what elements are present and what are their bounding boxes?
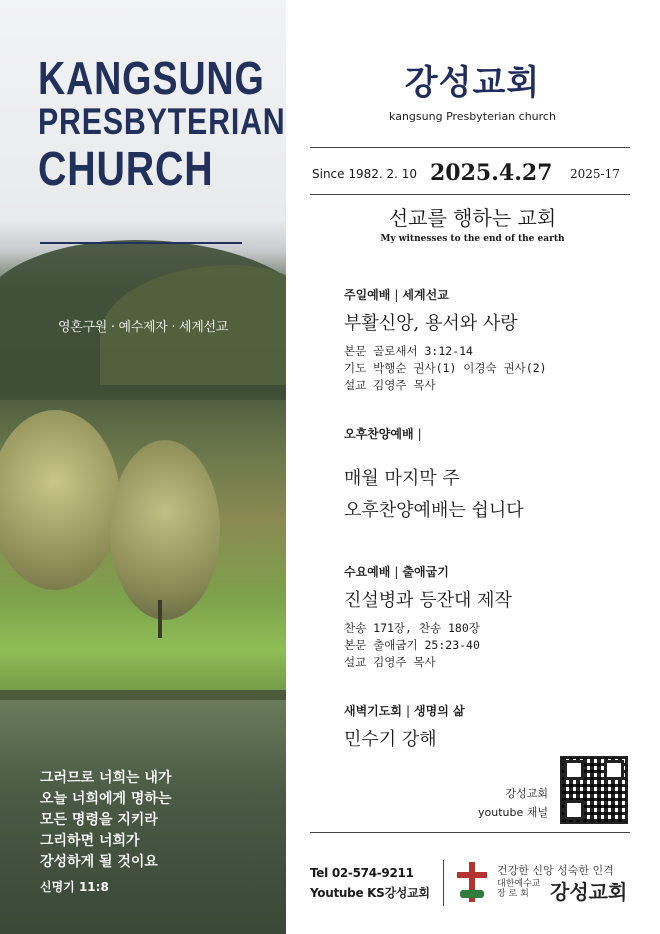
denomination: 대한예수교 [497, 879, 541, 889]
sermon-title: 부활신앙, 용서와 사랑 [344, 313, 518, 334]
divider [310, 832, 630, 833]
wednesday-service-section [344, 563, 644, 671]
detail-line: 설교 김영주 목사 [344, 655, 436, 669]
title-divider [40, 242, 242, 244]
qr-finder [604, 760, 624, 780]
verse-line: 그리하면 너희가 [40, 833, 140, 849]
since-date: Since 1982. 2. 10 [312, 167, 418, 181]
detail-line: 본문 출애굽기 25:23-40 [344, 638, 480, 652]
church-title: 강성교회 [404, 63, 541, 103]
separator: | [394, 565, 399, 579]
cover-photo-panel [0, 0, 286, 934]
separator: | [394, 288, 399, 302]
verse-line: 그러므로 너희는 내가 [40, 770, 172, 786]
title-line: KANGSUNG [38, 52, 265, 104]
section-name: 오후찬양예배 [344, 427, 414, 441]
section-tag: 생명의 삶 [414, 704, 465, 718]
title-line: CHURCH [38, 143, 214, 196]
issue-number: 2025-17 [570, 167, 620, 181]
sermon-title: 진설병과 등잔대 제작 [344, 590, 512, 611]
denomination: 장 로 회 [497, 889, 529, 899]
church-name-logo: 강성교회 [550, 880, 628, 904]
separator: | [417, 427, 422, 441]
church-english-title [38, 52, 286, 196]
sunday-service-section [344, 286, 644, 394]
detail-line: 본문 골로새서 3:12-14 [344, 344, 473, 358]
notice-line: 오후찬양예배는 쉽니다 [344, 500, 524, 521]
section-heading [344, 563, 644, 580]
footer-divider [443, 860, 444, 906]
tree-shape [110, 440, 220, 620]
youtube-qr-code[interactable] [560, 756, 628, 824]
section-heading [344, 425, 644, 442]
section-tag: 세계선교 [402, 288, 449, 302]
detail-line: 찬송 171장, 찬송 180장 [344, 621, 480, 635]
verse-line: 모든 명령을 지키라 [40, 812, 158, 828]
afternoon-service-section [344, 425, 644, 522]
detail-line: 설교 김영주 목사 [344, 378, 436, 392]
section-name: 주일예배 [344, 288, 391, 302]
title-line: PRESBYTERIAN [38, 101, 286, 142]
separator: | [405, 704, 411, 718]
bible-verse [40, 768, 171, 873]
divider [310, 147, 630, 148]
tree-trunk [158, 600, 162, 638]
tree-shape [0, 410, 120, 590]
church-subtitle: kangsung Presbyterian church [389, 110, 556, 123]
qr-finder [564, 800, 584, 820]
section-name: 새벽기도회 [344, 704, 402, 718]
dawn-prayer-section [344, 702, 644, 751]
notice-line: 매월 마지막 주 [344, 468, 460, 489]
divider [310, 194, 630, 195]
section-name: 수요예배 [344, 565, 391, 579]
section-heading [344, 286, 644, 303]
qr-label: youtube 채널 [478, 806, 548, 819]
qr-label: 강성교회 [505, 787, 548, 800]
sermon-title: 민수기 강해 [344, 729, 437, 750]
theme-english: My witnesses to the end of the earth [380, 234, 565, 244]
youtube-channel: Youtube KS강성교회 [310, 886, 430, 900]
section-tag: 출애굽기 [402, 565, 449, 579]
church-cross-logo-icon [457, 862, 487, 902]
theme-title: 선교를 행하는 교회 [388, 206, 557, 230]
church-slogan: 건강한 신앙 성숙한 인격 [497, 864, 614, 877]
detail-line: 기도 박행순 권사(1) 이경숙 권사(2) [344, 361, 547, 375]
verse-reference: 신명기 11:8 [40, 880, 109, 894]
bulletin-date: 2025.4.27 [430, 160, 553, 186]
verse-line: 강성하게 될 것이요 [40, 854, 158, 870]
qr-finder [564, 760, 584, 780]
phone-number: Tel 02-574-9211 [310, 866, 414, 880]
section-heading [344, 702, 644, 719]
church-motto: 영혼구원 · 예수제자 · 세계선교 [57, 320, 229, 335]
verse-line: 오늘 너희에게 명하는 [40, 791, 172, 807]
